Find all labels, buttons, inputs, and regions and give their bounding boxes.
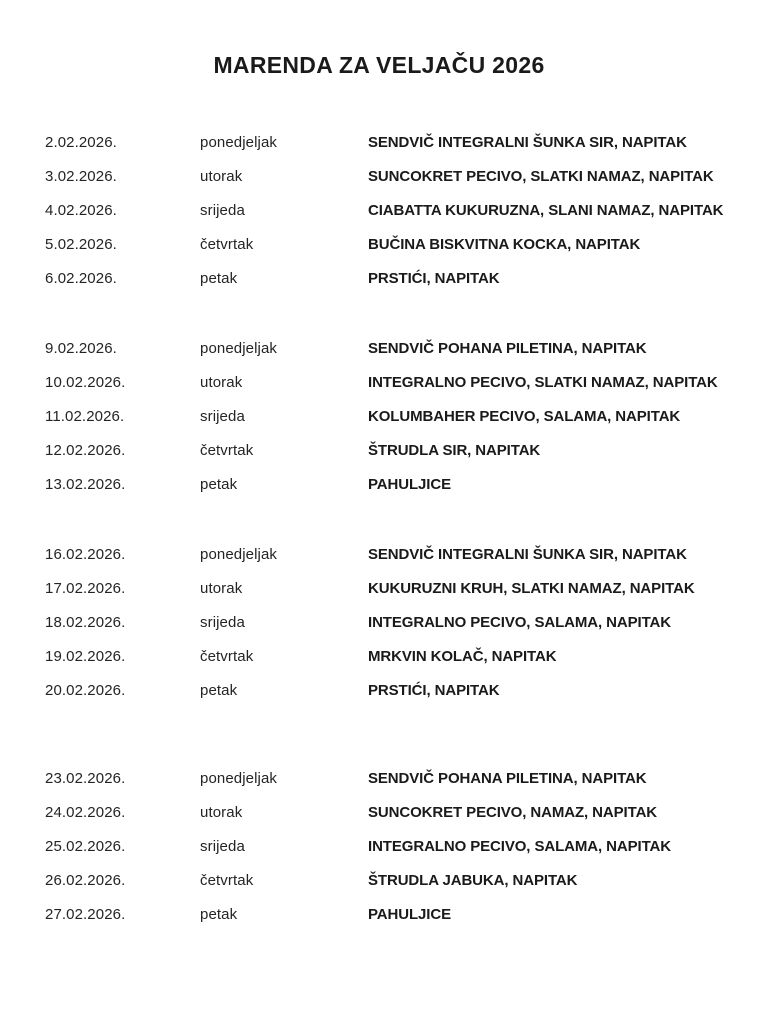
- row-day: četvrtak: [200, 872, 254, 889]
- row-day: petak: [200, 476, 238, 493]
- menu-row: [45, 366, 718, 400]
- row-menu: SENDVIČ POHANA PILETINA, NAPITAK: [368, 770, 647, 787]
- row-date: 17.02.2026.: [45, 580, 126, 597]
- row-menu: INTEGRALNO PECIVO, SALAMA, NAPITAK: [368, 614, 671, 631]
- row-menu: PAHULJICE: [368, 906, 451, 923]
- row-day: ponedjeljak: [200, 546, 277, 563]
- row-date: 25.02.2026.: [45, 838, 126, 855]
- row-menu: PRSTIĆI, NAPITAK: [368, 682, 500, 699]
- menu-row: [45, 400, 713, 434]
- week-block: [45, 538, 713, 708]
- row-day: ponedjeljak: [200, 770, 277, 787]
- row-day: utorak: [200, 580, 243, 597]
- row-date: 24.02.2026.: [45, 804, 126, 821]
- row-date: 6.02.2026.: [45, 270, 117, 287]
- row-date: 10.02.2026.: [45, 374, 126, 391]
- row-day: petak: [200, 906, 238, 923]
- row-date: 26.02.2026.: [45, 872, 126, 889]
- week-block: [45, 332, 718, 502]
- row-date: 12.02.2026.: [45, 442, 126, 459]
- row-date: 13.02.2026.: [45, 476, 126, 493]
- menu-row: [45, 762, 713, 796]
- row-date: 3.02.2026.: [45, 168, 117, 185]
- menu-row: [45, 830, 713, 864]
- row-date: 5.02.2026.: [45, 236, 117, 253]
- row-menu: MRKVIN KOLAČ, NAPITAK: [368, 648, 557, 665]
- menu-row: [45, 864, 713, 898]
- row-menu: ŠTRUDLA SIR, NAPITAK: [368, 442, 541, 459]
- row-menu: KOLUMBAHER PECIVO, SALAMA, NAPITAK: [368, 408, 681, 425]
- row-day: ponedjeljak: [200, 134, 277, 151]
- menu-row: [45, 606, 713, 640]
- menu-row: [45, 434, 713, 468]
- row-menu: PRSTIĆI, NAPITAK: [368, 270, 500, 287]
- row-day: petak: [200, 270, 238, 287]
- row-date: 23.02.2026.: [45, 770, 126, 787]
- row-day: srijeda: [200, 838, 245, 855]
- row-menu: BUČINA BISKVITNA KOCKA, NAPITAK: [368, 236, 641, 253]
- menu-row: [45, 898, 713, 932]
- row-menu: PAHULJICE: [368, 476, 451, 493]
- row-date: 2.02.2026.: [45, 134, 117, 151]
- row-date: 4.02.2026.: [45, 202, 117, 219]
- menu-row: [45, 572, 713, 606]
- row-menu: KUKURUZNI KRUH, SLATKI NAMAZ, NAPITAK: [368, 580, 695, 597]
- menu-row: [45, 160, 713, 194]
- row-day: četvrtak: [200, 236, 254, 253]
- menu-row: [45, 262, 713, 296]
- row-date: 27.02.2026.: [45, 906, 126, 923]
- row-menu: SUNCOKRET PECIVO, SLATKI NAMAZ, NAPITAK: [368, 168, 714, 185]
- row-menu: INTEGRALNO PECIVO, SALAMA, NAPITAK: [368, 838, 671, 855]
- week-block: [45, 126, 724, 296]
- row-menu: SENDVIČ POHANA PILETINA, NAPITAK: [368, 340, 647, 357]
- menu-weeks: [45, 126, 724, 932]
- row-day: petak: [200, 682, 238, 699]
- row-menu: SENDVIČ INTEGRALNI ŠUNKA SIR, NAPITAK: [368, 134, 687, 151]
- row-day: utorak: [200, 374, 243, 391]
- menu-row: [45, 228, 713, 262]
- menu-row: [45, 468, 713, 502]
- row-date: 16.02.2026.: [45, 546, 126, 563]
- row-day: utorak: [200, 804, 243, 821]
- week-block: [45, 762, 713, 932]
- row-menu: ŠTRUDLA JABUKA, NAPITAK: [368, 872, 578, 889]
- row-day: srijeda: [200, 408, 245, 425]
- row-day: srijeda: [200, 202, 245, 219]
- row-date: 20.02.2026.: [45, 682, 126, 699]
- row-menu: SENDVIČ INTEGRALNI ŠUNKA SIR, NAPITAK: [368, 546, 687, 563]
- menu-row: [45, 126, 713, 160]
- row-day: srijeda: [200, 614, 245, 631]
- menu-row: [45, 640, 713, 674]
- row-day: ponedjeljak: [200, 340, 277, 357]
- row-day: utorak: [200, 168, 243, 185]
- row-date: 18.02.2026.: [45, 614, 126, 631]
- row-date: 9.02.2026.: [45, 340, 117, 357]
- row-date: 19.02.2026.: [45, 648, 126, 665]
- row-menu: SUNCOKRET PECIVO, NAMAZ, NAPITAK: [368, 804, 658, 821]
- menu-row: [45, 796, 713, 830]
- menu-row: [45, 194, 724, 228]
- menu-row: [45, 332, 713, 366]
- row-day: četvrtak: [200, 442, 254, 459]
- page-title: MARENDA ZA VELJAČU 2026: [213, 52, 545, 78]
- row-menu: CIABATTA KUKURUZNA, SLANI NAMAZ, NAPITAK: [368, 202, 724, 219]
- row-date: 11.02.2026.: [45, 408, 125, 425]
- menu-row: [45, 674, 713, 708]
- menu-row: [45, 538, 713, 572]
- row-day: četvrtak: [200, 648, 254, 665]
- row-menu: INTEGRALNO PECIVO, SLATKI NAMAZ, NAPITAK: [368, 374, 718, 391]
